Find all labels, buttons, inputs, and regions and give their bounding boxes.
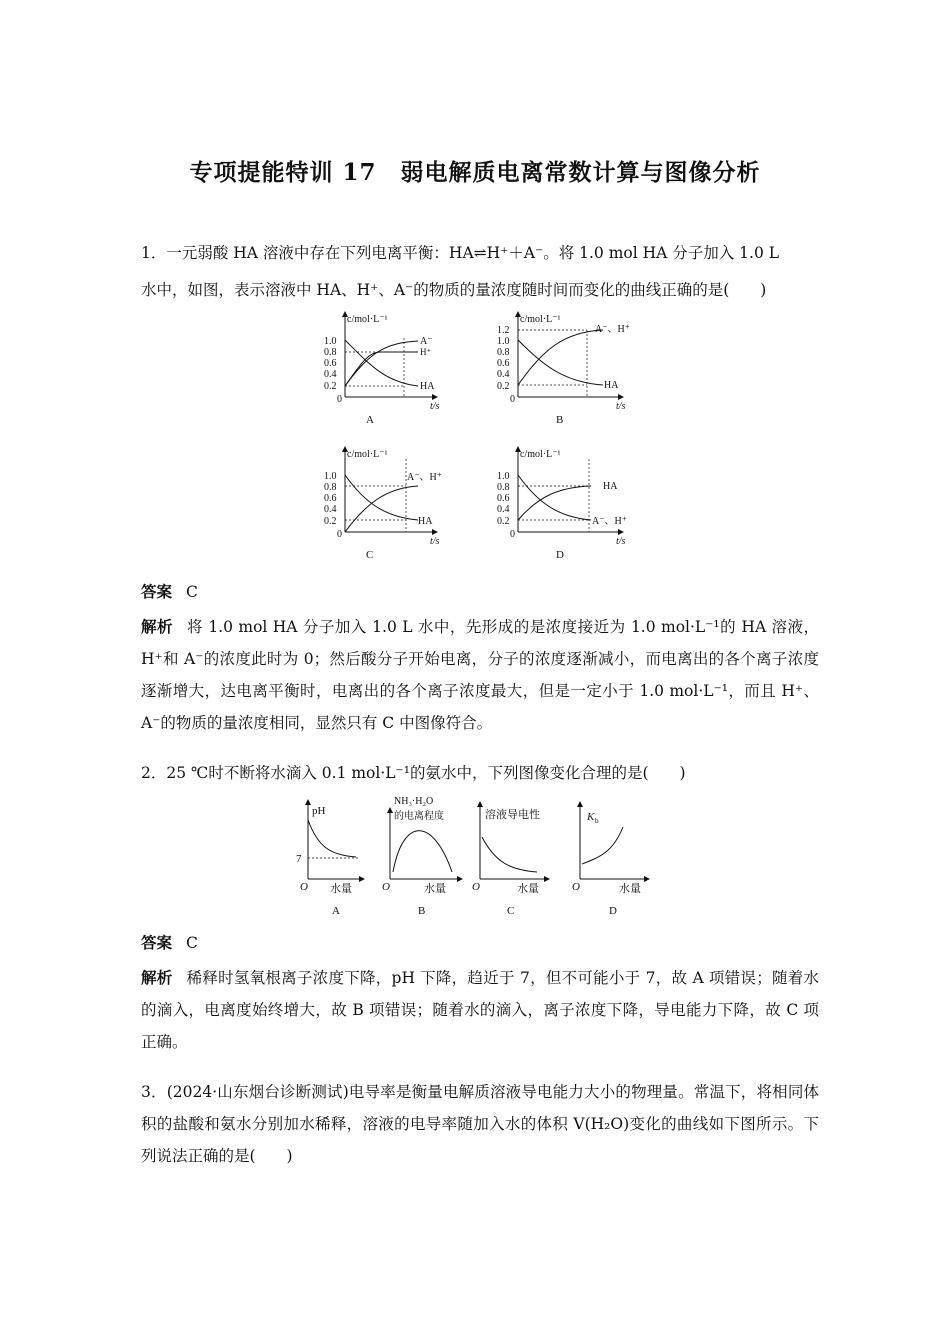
q1-a-caption: A	[366, 414, 374, 426]
q1-d-tick: 1.0	[497, 471, 510, 482]
q2-d-caption: D	[609, 905, 617, 917]
q1-graph-c	[324, 449, 442, 561]
a2-analysis-label: 解析	[141, 968, 173, 987]
q2-graph-d	[572, 804, 647, 917]
q2-c-curve	[482, 837, 537, 872]
q1-b-label-ions: A⁻、H⁺	[595, 324, 630, 335]
q2-c-origin: O	[472, 881, 480, 893]
q1-a-curve-h	[345, 352, 418, 386]
q1-d-tick: 0.2	[497, 516, 510, 527]
q2-graph-c	[472, 804, 547, 917]
q2-text: 2．25 ℃时不断将水滴入 0.1 mol·L⁻¹的氨水中，下列图像变化合理的是( )	[141, 764, 686, 782]
q1-c-curve-ions	[345, 486, 418, 532]
q1-b-curve-ha	[518, 340, 603, 385]
q1-d-xlabel: t/s	[616, 536, 626, 547]
q1-a-label-h: H⁺	[420, 347, 432, 357]
q2-a-origin: O	[300, 881, 308, 893]
q1-b-tick: 0.2	[497, 381, 510, 392]
q1-a-tick: 0.6	[324, 358, 337, 369]
q1-b-tick: 0.4	[497, 369, 510, 380]
q1-figure	[310, 310, 650, 565]
a1-answer-value: C	[186, 583, 198, 601]
a2-answer-label: 答案	[141, 933, 173, 952]
q2-c-xlabel: 水量	[517, 882, 539, 895]
q1-a-curve-ha	[345, 340, 418, 386]
a2-analysis	[141, 962, 819, 1058]
q1-line1: 1．一元弱酸 HA 溶液中存在下列电离平衡：HA⇌H⁺＋A⁻。将 1.0 mol HA 分子加入 1.0 L	[141, 244, 780, 262]
q1-a-ylabel: c/mol·L⁻¹	[347, 314, 388, 325]
a1-answer	[141, 577, 819, 607]
q2-c-caption: C	[507, 905, 515, 917]
q2-b-origin: O	[382, 881, 390, 893]
q2-d-ylabel: K	[587, 811, 595, 823]
q2-figure	[290, 792, 670, 920]
a1-answer-label: 答案	[141, 582, 173, 601]
q1-c-origin: 0	[337, 529, 342, 540]
q1-b-xlabel: t/s	[616, 401, 626, 412]
q1-c-xlabel: t/s	[430, 536, 440, 547]
q1-c-caption: C	[366, 549, 374, 561]
q1-b-tick: 1.2	[497, 325, 510, 336]
page-title: 专项提能特训 17 弱电解质电离常数计算与图像分析	[189, 159, 761, 186]
q2-d-ylabel-sub: b	[595, 817, 599, 825]
q1-b-label-ha: HA	[604, 380, 619, 391]
q2-c-ylabel: 溶液导电性	[485, 808, 540, 821]
q1-d-caption: D	[556, 549, 564, 561]
q1-b-caption: B	[556, 414, 564, 426]
q1-graph-a	[324, 314, 440, 426]
q1-a-tick: 0.4	[324, 369, 337, 380]
a2-analysis-text: 稀释时氢氧根离子浓度下降，pH 下降，趋近于 7，但不可能小于 7，故 A 项错误；随着水的滴入，电离度始终增大，故 B 项错误；随着水的滴入，离子浓度下降，导电能力下降，故 C 项正确。	[141, 969, 819, 1051]
q3-text: 3．(2024·山东烟台诊断测试)电导率是衡量电解质溶液导电能力大小的物理量。常温下，将相同体积的盐酸和氨水分别加水稀释，溶液的电导率随加入水的体积 V(H₂O)变化的曲线如下图所示。下列说法正确的是( )	[141, 1083, 819, 1165]
q1-d-label-ha: HA	[603, 481, 618, 492]
a1-analysis-text: 将 1.0 mol HA 分子加入 1.0 L 水中，先形成的是浓度接近为 1.0 mol·L⁻¹的 HA 溶液，H⁺和 A⁻的浓度此时为 0；然后酸分子开始电离，分子的浓度逐渐减小，而电离出的各个离子浓度逐渐增大，达电离平衡时，电离出的各个离子浓度最大，但是一定小于 1.0 mol·L⁻¹，而且 H⁺、A⁻的物质的量浓度相同，显然只有 C 中图像符合。	[141, 618, 819, 732]
q1-a-tick: 1.0	[324, 336, 337, 347]
q1-a-origin: 0	[337, 394, 342, 405]
q2-d-xlabel: 水量	[619, 882, 641, 895]
q2-graph-a	[296, 802, 362, 917]
q2-b-ylabel1: NH₃·H₂O	[394, 796, 434, 807]
q1-c-tick: 0.4	[324, 504, 337, 515]
q1-c-ylabel: c/mol·L⁻¹	[347, 449, 388, 460]
q1-d-ylabel: c/mol·L⁻¹	[520, 449, 561, 460]
q1-c-tick: 1.0	[324, 471, 337, 482]
q1-d-origin: 0	[510, 529, 515, 540]
q1-d-tick: 0.6	[497, 493, 510, 504]
a2-answer-value: C	[186, 934, 198, 952]
q1-c-label-ions: A⁻、H⁺	[407, 472, 442, 483]
q1-line2: 水中，如图，表示溶液中 HA、H⁺、A⁻的物质的量浓度随时间而变化的曲线正确的是( )	[141, 281, 767, 299]
q1-d-label-ions: A⁻、H⁺	[592, 516, 627, 527]
q1-b-curve-ions	[518, 330, 603, 385]
q1-b-origin: 0	[510, 394, 515, 405]
q1-b-tick: 1.0	[497, 336, 510, 347]
q1-graph-b	[497, 314, 630, 426]
q1-a-curve-anion	[345, 341, 418, 386]
q2-a-xlabel: 水量	[330, 882, 352, 895]
q1-a-label-ha: HA	[420, 381, 435, 392]
q2-a-caption: A	[332, 905, 340, 917]
q2-a-ylabel: pH	[312, 805, 326, 817]
q1-a-tick: 0.8	[324, 347, 337, 358]
q1-c-tick: 0.2	[324, 516, 337, 527]
q2-b-curve	[393, 831, 452, 872]
q1-d-curve-ha	[518, 486, 591, 520]
q1-a-xlabel: t/s	[430, 401, 440, 412]
q2-graph-b	[382, 796, 460, 917]
a1-analysis-label: 解析	[141, 617, 173, 636]
q1-b-tick: 0.8	[497, 347, 510, 358]
q1-b-ylabel: c/mol·L⁻¹	[520, 314, 561, 325]
q2-a-tick: 7	[296, 853, 302, 865]
q1-c-label-ha: HA	[418, 516, 433, 527]
a2-answer	[141, 928, 819, 958]
q1-c-tick: 0.6	[324, 493, 337, 504]
q2-b-xlabel: 水量	[424, 882, 446, 895]
q1-d-tick: 0.4	[497, 504, 510, 515]
a1-analysis	[141, 611, 819, 739]
q2-a-curve	[308, 820, 356, 857]
q1-c-tick: 0.8	[324, 482, 337, 493]
q1-d-curve-ions	[518, 475, 591, 520]
q1-graph-d	[497, 449, 627, 561]
q2-b-caption: B	[418, 905, 426, 917]
q1-a-label-anion: A⁻	[420, 336, 433, 347]
q2-b-ylabel2: 的电离程度	[394, 811, 444, 822]
q2-d-curve	[582, 827, 623, 864]
q2-d-origin: O	[572, 881, 580, 893]
q1-b-tick: 0.6	[497, 358, 510, 369]
q1-d-tick: 0.8	[497, 482, 510, 493]
q1-a-tick: 0.2	[324, 381, 337, 392]
